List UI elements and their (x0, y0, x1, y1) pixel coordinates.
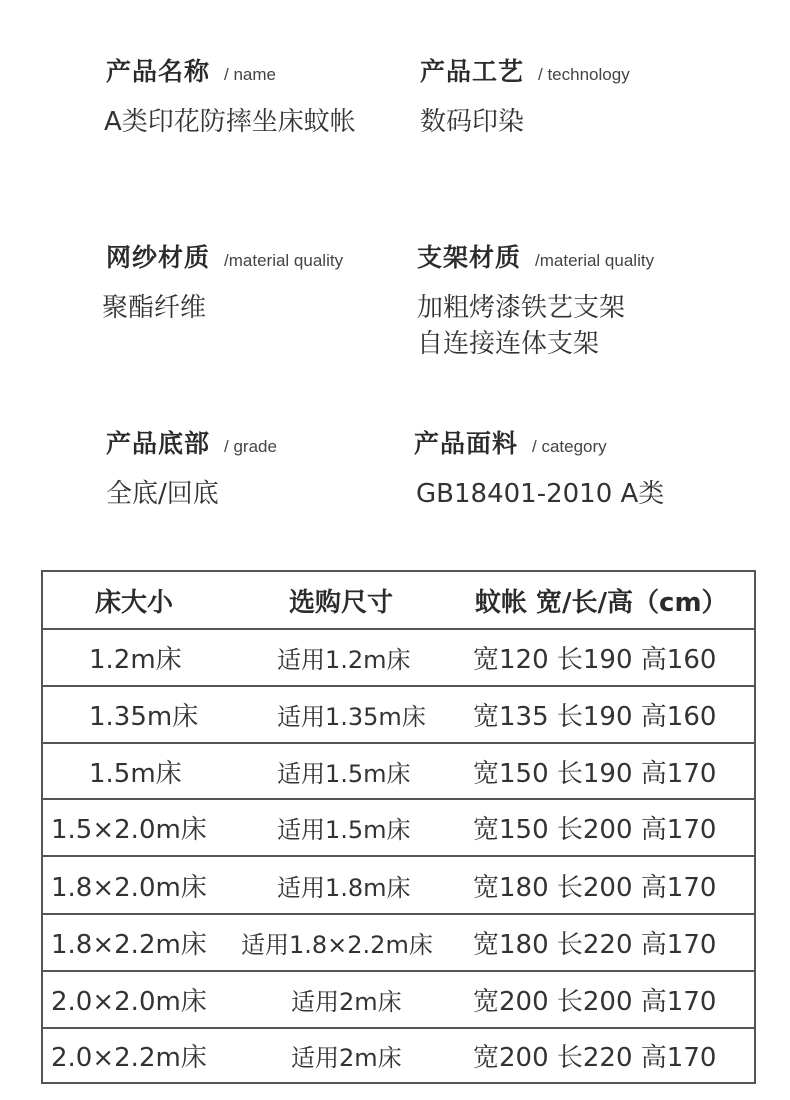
attr-label: 产品面料 (414, 429, 519, 458)
attr-en-label: / technology (538, 65, 630, 84)
cell-purchase-size: 适用2m床 (291, 988, 402, 1016)
cell-bed-size: 1.2m床 (89, 645, 182, 675)
attr-label: 网纱材质 (106, 243, 211, 272)
cell-purchase-size: 适用1.8m床 (277, 873, 411, 902)
table-row (43, 857, 754, 915)
attr-product-name (106, 52, 356, 140)
attr-label: 产品名称 (106, 57, 211, 86)
size-table (41, 570, 756, 1084)
header-bed-size: 床大小 (95, 587, 174, 618)
header-purchase-size: 选购尺寸 (289, 587, 394, 618)
cell-purchase-size: 适用1.5m床 (277, 816, 411, 844)
table-header-row (43, 572, 754, 630)
attr-value: 加粗烤漆铁艺支架 (417, 293, 626, 323)
attr-en-label: /material quality (224, 251, 344, 270)
cell-purchase-size: 适用1.5m床 (277, 759, 411, 788)
cell-bed-size: 1.5m床 (89, 758, 182, 789)
attr-frame-material (417, 238, 654, 362)
cell-dimensions: 宽150 长190 高170 (473, 758, 717, 789)
attr-label: 产品底部 (106, 429, 211, 458)
cell-purchase-size: 适用1.2m床 (277, 646, 411, 674)
attr-en-label: / grade (224, 437, 277, 456)
cell-dimensions: 宽200 长220 高170 (473, 1043, 717, 1073)
cell-dimensions: 宽120 长190 高160 (473, 645, 717, 675)
attr-en-label: / category (532, 437, 607, 456)
attr-value-line2: 自连接连体支架 (417, 329, 600, 359)
cell-bed-size: 2.0×2.0m床 (51, 987, 207, 1017)
attr-en-label: / name (224, 65, 276, 84)
table-row (43, 800, 754, 857)
attr-value: A类印花防摔坐床蚊帐 (104, 107, 356, 137)
table-row (43, 744, 754, 800)
attr-label: 支架材质 (417, 243, 522, 272)
attr-value: GB18401-2010 A类 (416, 479, 665, 509)
cell-dimensions: 宽180 长220 高170 (473, 930, 717, 960)
attr-value: 数码印染 (420, 107, 525, 137)
cell-purchase-size: 适用1.35m床 (277, 703, 426, 731)
cell-purchase-size: 适用2m床 (291, 1044, 402, 1072)
attr-en-label: /material quality (535, 251, 655, 270)
attr-bottom (106, 424, 277, 512)
table-row (43, 1029, 754, 1082)
attr-label: 产品工艺 (420, 57, 525, 86)
cell-dimensions: 宽200 长200 高170 (473, 987, 717, 1017)
table-row (43, 630, 754, 687)
attr-mesh-material (102, 238, 344, 326)
cell-dimensions: 宽180 长200 高170 (473, 872, 717, 903)
cell-dimensions: 宽150 长200 高170 (473, 815, 717, 845)
cell-dimensions: 宽135 长190 高160 (473, 702, 717, 732)
cell-bed-size: 1.8×2.0m床 (51, 872, 207, 903)
cell-bed-size: 1.5×2.0m床 (51, 815, 207, 845)
cell-bed-size: 1.35m床 (89, 702, 199, 732)
attr-technology (420, 52, 630, 140)
table-row (43, 915, 754, 972)
attr-fabric (414, 424, 664, 512)
attr-value: 聚酯纤维 (102, 293, 207, 323)
attr-value: 全底/回底 (106, 479, 219, 509)
table-row (43, 972, 754, 1029)
cell-bed-size: 1.8×2.2m床 (51, 930, 207, 960)
cell-purchase-size: 适用1.8×2.2m床 (241, 931, 433, 959)
cell-bed-size: 2.0×2.2m床 (51, 1043, 207, 1073)
header-net-dimensions: 蚊帐 宽/长/高（cm） (475, 587, 728, 618)
table-row (43, 687, 754, 744)
